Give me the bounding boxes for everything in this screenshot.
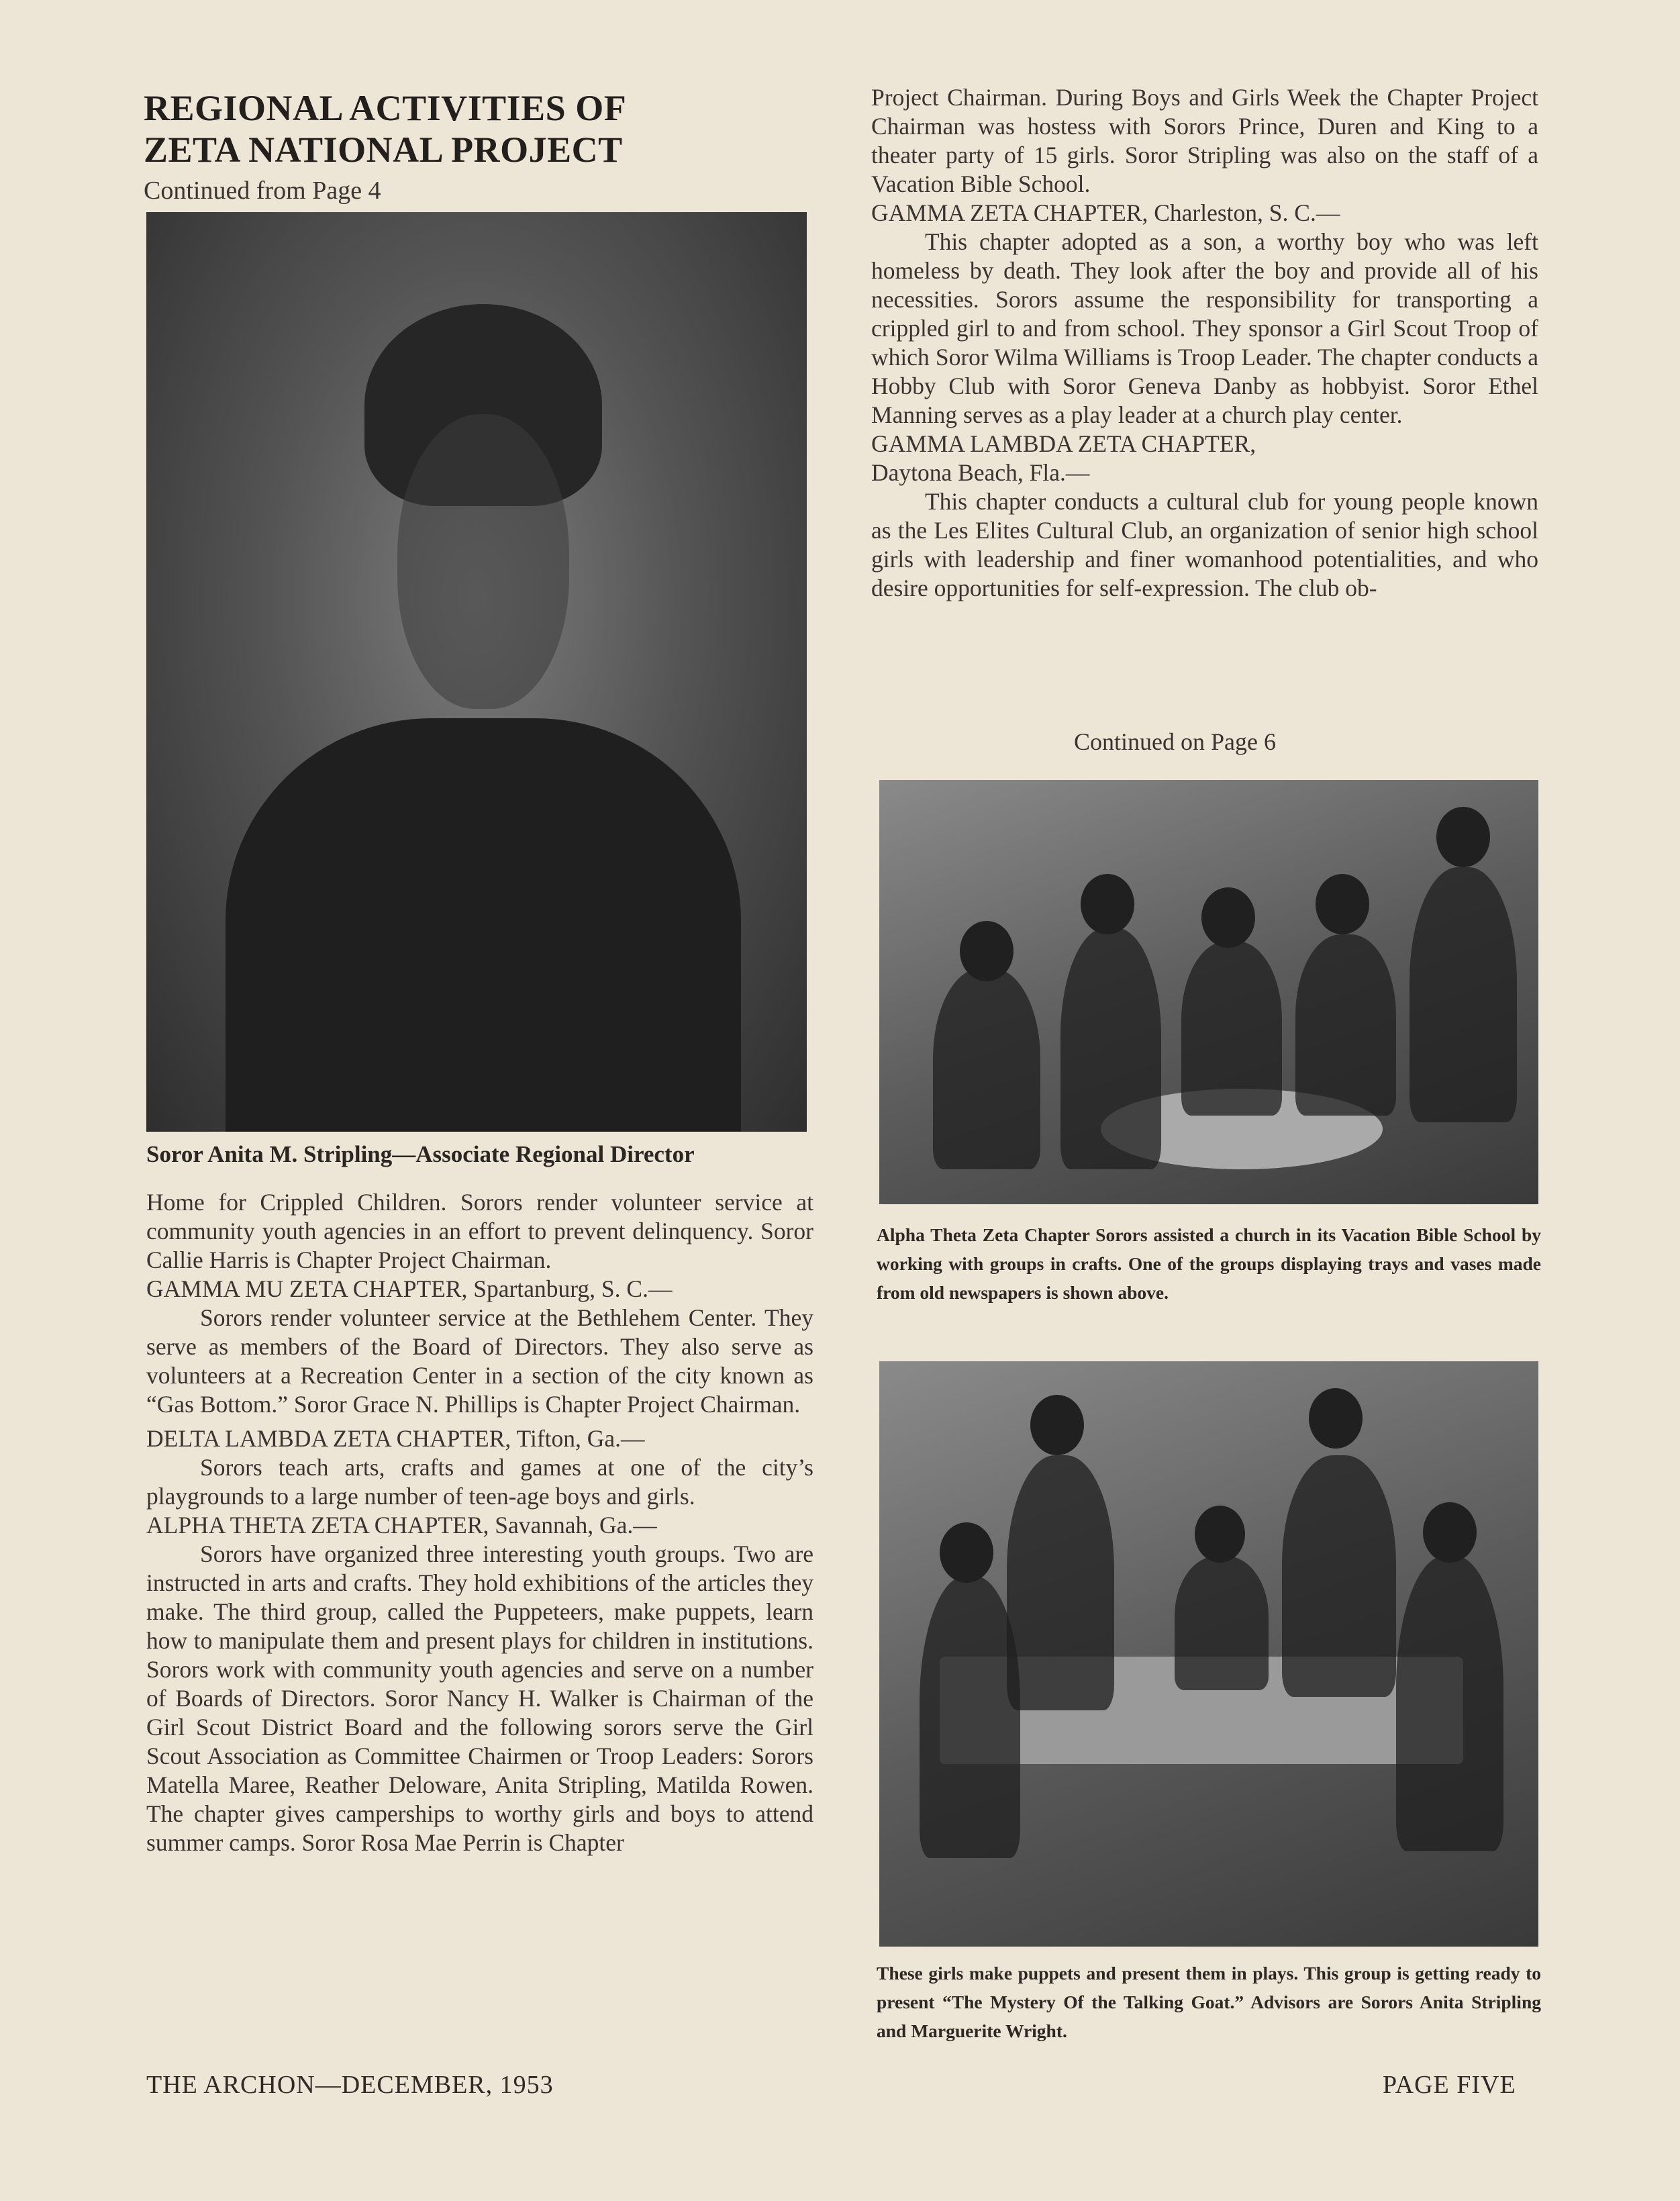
- vacation-bible-school-photo: [879, 780, 1538, 1204]
- chapter-heading-gamma-lambda-zeta-location: Daytona Beach, Fla.—: [871, 459, 1090, 486]
- photo-caption-1: Alpha Theta Zeta Chapter Sorors assisted a church in its Vacation Bible School by working with groups in crafts. One of the groups displaying trays and vases made from old newspapers is shown above.: [877, 1224, 1541, 1303]
- left-paragraph-1: Home for Crippled Children. Sorors render volunteer service at community youth agencies in an effort to prevent delinquency. Soror Callie Harris is Chapter Project Chairman.: [146, 1189, 813, 1273]
- chapter-heading-gamma-zeta: GAMMA ZETA CHAPTER, Charleston, S. C.—: [871, 199, 1340, 226]
- photo-child-figure: [1175, 1556, 1269, 1690]
- right-paragraph-3: This chapter conducts a cultural club for young people known as the Les Elites Cultural Club, an organization of senior high school girls with leadership and finer womanhood potentialities, and who desire opportunities for self-expression. The club ob-: [871, 488, 1538, 601]
- chapter-heading-delta-lambda-zeta: DELTA LAMBDA ZETA CHAPTER, Tifton, Ga.—: [146, 1425, 645, 1452]
- right-paragraph-2: This chapter adopted as a son, a worthy boy who was left homeless by death. They look after the boy and provide all of his necessities. Sorors assume the responsibility for transporting a crippled girl to and from school. They sponsor a Girl Scout Troop of which Soror Wilma Williams is Troop Leader. The chapter conducts a Hobby Club with Soror Geneva Danby as hobbyist. Soror Ethel Manning serves as a play leader at a church play center.: [871, 228, 1538, 428]
- photo-child-head: [1309, 1388, 1363, 1449]
- portrait-figure-body: [226, 718, 741, 1132]
- photo-child-head: [1195, 1506, 1245, 1563]
- continued-from-note: Continued from Page 4: [144, 177, 381, 205]
- photo-caption-2: These girls make puppets and present them in plays. This group is getting ready to present “The Mystery Of the Talking Goat.” Advisors are Sorors Anita Stripling and Marguerite Wright.: [877, 1963, 1541, 2041]
- left-paragraph-4: Sorors have organized three interesting youth groups. Two are instructed in arts and crafts. They hold exhibitions of the articles they make. The third group, called the Puppeteers, make puppets, learn how to manipulate them and present plays for children in institutions. Sorors work with community youth agencies and serve on a number of Boards of Directors. Soror Nancy H. Walker is Chairman of the Girl Scout District Board and the following sorors serve the Girl Scout Association as Committee Chairmen or Troop Leaders: Sorors Matella Maree, Reather Deloware, Anita Stripling, Matilda Rowen. The chapter gives camperships to worthy girls and boys to attend summer camps. Soror Rosa Mae Perrin is Chapter: [146, 1540, 813, 1856]
- photo-child-figure: [1181, 941, 1282, 1116]
- photo-child-head: [1436, 807, 1490, 867]
- right-column-text: [871, 83, 1538, 603]
- photo-child-head: [1081, 874, 1134, 934]
- photo-child-figure: [1295, 934, 1396, 1116]
- puppeteers-photo: [879, 1361, 1538, 1947]
- photo-child-head: [1316, 874, 1369, 934]
- photo-child-head: [940, 1522, 993, 1583]
- continued-on-note: Continued on Page 6: [1074, 728, 1276, 755]
- chapter-heading-gamma-lambda-zeta: GAMMA LAMBDA ZETA CHAPTER,: [871, 430, 1256, 457]
- left-paragraph-3: Sorors teach arts, crafts and games at one of the city’s playgrounds to a large number of teen-age boys and girls.: [146, 1454, 813, 1510]
- photo-child-figure: [1282, 1455, 1396, 1697]
- photo-child-figure: [1410, 867, 1517, 1122]
- portrait-caption: Soror Anita M. Stripling—Associate Regional Director: [146, 1141, 695, 1167]
- portrait-photo: [146, 212, 807, 1132]
- footer-publication: THE ARCHON—DECEMBER, 1953: [146, 2071, 554, 2099]
- left-paragraph-2: Sorors render volunteer service at the Bethlehem Center. They serve as members of the Board of Directors. They also serve as volunteers at a Recreation Center in a section of the city known as “Gas Bottom.” Soror Grace N. Phillips is Chapter Project Chairman.: [146, 1304, 813, 1418]
- photo-child-head: [1030, 1395, 1084, 1455]
- right-paragraph-1: Project Chairman. During Boys and Girls Week the Chapter Project Chairman was hostess with Sorors Prince, Duren and King to a theater party of 15 girls. Soror Stripling was also on the staff of a Vacation Bible School.: [871, 84, 1538, 197]
- article-title-line-1: REGIONAL ACTIVITIES OF: [144, 88, 627, 128]
- photo-child-figure: [1060, 928, 1161, 1169]
- chapter-heading-alpha-theta-zeta: ALPHA THETA ZETA CHAPTER, Savannah, Ga.—: [146, 1512, 657, 1538]
- photo-child-head: [960, 921, 1014, 981]
- photo-child-figure: [1007, 1455, 1114, 1710]
- footer-page-number: PAGE FIVE: [1383, 2071, 1516, 2099]
- photo-child-figure: [933, 968, 1040, 1169]
- article-title-line-2: ZETA NATIONAL PROJECT: [144, 130, 623, 170]
- photo-child-head: [1201, 887, 1255, 948]
- photo-child-figure: [920, 1576, 1020, 1858]
- photo-child-figure: [1396, 1556, 1503, 1851]
- chapter-heading-gamma-mu-zeta: GAMMA MU ZETA CHAPTER, Spartanburg, S. C.—: [146, 1275, 673, 1302]
- article-title: [144, 87, 815, 170]
- left-column-text: [146, 1188, 813, 1857]
- portrait-figure-face: [397, 414, 569, 708]
- photo-child-head: [1423, 1502, 1477, 1563]
